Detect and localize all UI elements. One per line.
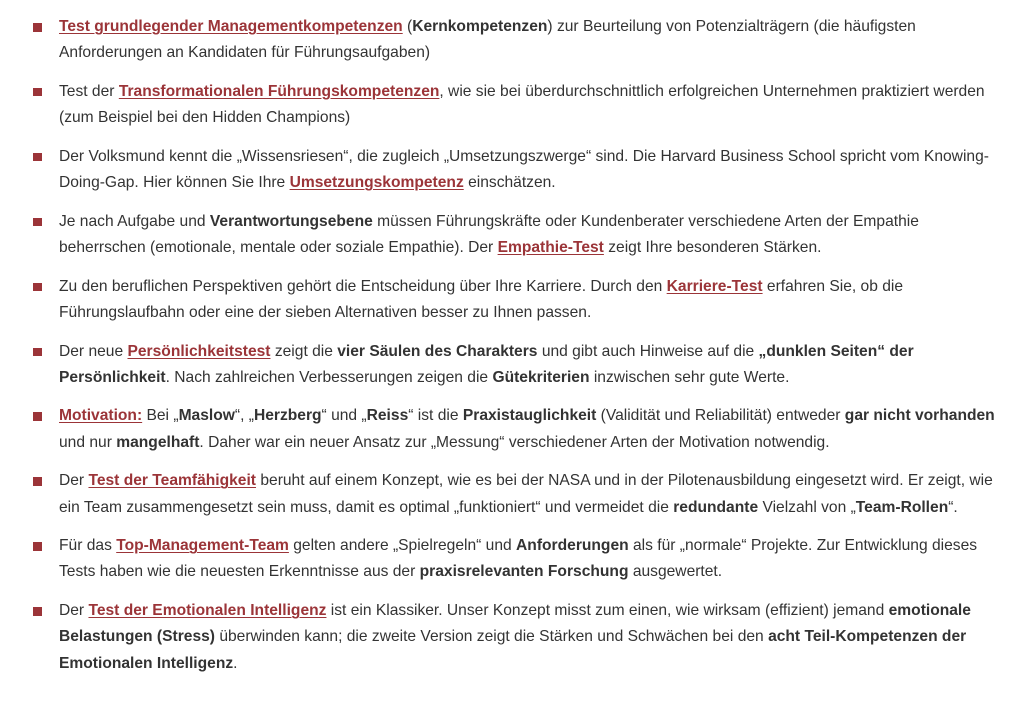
bold-text: Kernkompetenzen <box>412 18 548 35</box>
square-bullet-icon <box>33 23 42 32</box>
square-bullet-icon <box>33 283 42 292</box>
text: “ ist die <box>408 407 463 425</box>
text: “, „ <box>234 407 254 425</box>
link-test-teamfaehigkeit[interactable]: Test der Teamfähigkeit <box>88 472 257 490</box>
link-transformationale-fuehrung[interactable]: Transformationalen Führungskompetenzen <box>118 82 440 100</box>
text: gelten andere „Spielregeln“ und <box>288 537 517 555</box>
text: . Nach zahlreichen Verbesserungen zeigen die <box>165 368 493 386</box>
text: und nur <box>59 433 117 451</box>
text: ) zur Beurteilung von Potenzialträgern (die häufigsten Anforderungen an Kandidaten für Führungsaufgaben) <box>59 18 916 62</box>
text: und gibt auch Hinweise auf die <box>537 342 759 360</box>
text: erfahren Sie, ob die Führungslaufbahn oder eine der sieben Alternativen besser zu Ihnen passen. <box>59 277 904 321</box>
link-managementkompetenzen[interactable]: Test grundlegender Managementkompetenzen <box>59 18 403 35</box>
bold-text: Verantwortungsebene <box>209 212 373 230</box>
list-item-motivation <box>0 403 1006 455</box>
bold-text: gar nicht vorhanden <box>844 407 995 425</box>
square-bullet-icon <box>33 88 42 97</box>
text: , wie sie bei überdurchschnittlich erfolgreichen Unternehmen praktiziert werden (zum Beispiel bei den Hidden Champions) <box>59 82 985 127</box>
list-item-karriere <box>0 274 1006 326</box>
text: Bei „ <box>142 407 179 425</box>
text: als für „normale“ Projekte. Zur Entwicklung dieses Tests haben wie die neuesten Erkenntnisse aus der <box>59 537 978 581</box>
text: Der Volksmund kennt die „Wissensriesen“, die zugleich „Umsetzungszwerge“ sind. Die Harvard Business School spricht vom Knowing-Doing-Gap. Hier können Sie Ihre <box>59 147 989 192</box>
text: ist ein Klassiker. Unser Konzept misst zum einen, wie wirksam (effizient) jemand <box>326 602 889 620</box>
bold-text: Praxistauglichkeit <box>462 407 597 425</box>
square-bullet-icon <box>33 218 42 227</box>
text: Der <box>59 602 89 620</box>
bold-text: mangelhaft <box>116 433 200 451</box>
text: Der <box>59 472 89 490</box>
text: zeigt Ihre besonderen Stärken. <box>603 238 822 256</box>
bold-text: Anforderungen <box>516 537 629 555</box>
text: Zu den beruflichen Perspektiven gehört die Entscheidung über Ihre Karriere. Durch den <box>59 277 667 295</box>
bold-text: Gütekriterien <box>492 368 590 386</box>
bold-text: „dunklen Seiten“ der Persönlichkeit <box>59 342 914 386</box>
list-item-emotionale-intelligenz <box>0 598 1006 677</box>
link-persoenlichkeitstest[interactable]: Persönlichkeitstest <box>127 342 271 360</box>
text: inzwischen sehr gute Werte. <box>589 368 790 386</box>
text: Der neue <box>59 342 128 360</box>
link-karriere-test[interactable]: Karriere-Test <box>666 277 763 295</box>
text: beruht auf einem Konzept, wie es bei der NASA und in der Pilotenausbildung eingesetzt wird. Er zeigt, wie ein Team zusammengesetzt sein muss, damit es optimal „funktioniert“ und vermeidet die <box>59 472 993 516</box>
square-bullet-icon <box>33 153 42 162</box>
bold-text: redundante <box>673 498 759 516</box>
list-item-management <box>0 14 1006 66</box>
text: zeigt die <box>270 342 338 360</box>
bold-text: praxisrelevanten Forschung <box>419 563 629 581</box>
link-empathie-test[interactable]: Empathie-Test <box>497 238 604 256</box>
text: . <box>233 654 238 672</box>
text: Je nach Aufgabe und <box>59 212 210 230</box>
text: (Validität und Reliabilität) entweder <box>596 407 845 425</box>
text: “. <box>948 498 958 516</box>
bold-text: Reiss <box>366 407 409 425</box>
list-item-transformational <box>0 79 1006 131</box>
bold-text: vier Säulen des Charakters <box>337 342 538 360</box>
bold-text: Maslow <box>178 407 235 425</box>
text: müssen Führungskräfte oder Kundenberater verschiedene Arten der Empathie beherrschen (emotionale, mentale oder soziale Empathie). Der <box>59 212 919 256</box>
square-bullet-icon <box>33 607 42 616</box>
text: ( <box>402 18 413 35</box>
square-bullet-icon <box>33 477 42 486</box>
bold-text: Team-Rollen <box>855 498 949 516</box>
link-motivation[interactable]: Motivation: <box>59 407 143 425</box>
text: Test der <box>59 82 119 100</box>
link-test-emotionale-intelligenz[interactable]: Test der Emotionalen Intelligenz <box>88 602 327 620</box>
bold-text: acht Teil-Kompetenzen der Emotionalen Intelligenz <box>59 628 967 672</box>
square-bullet-icon <box>33 412 42 421</box>
link-umsetzungskompetenz[interactable]: Umsetzungskompetenz <box>289 174 464 192</box>
text: Für das <box>59 537 117 555</box>
list-item-empathie <box>0 209 1006 261</box>
list-item-persoenlichkeit <box>0 339 1006 391</box>
list-item-top-management <box>0 533 1006 585</box>
square-bullet-icon <box>33 542 42 551</box>
text: einschätzen. <box>463 174 556 192</box>
text: überwinden kann; die zweite Version zeigt die Stärken und Schwächen bei den <box>214 628 769 646</box>
text: ausgewertet. <box>628 563 723 581</box>
text: Vielzahl von „ <box>758 498 856 516</box>
text: . Daher war ein neuer Ansatz zur „Messung“ verschiedener Arten der Motivation notwendig. <box>199 433 830 451</box>
list-item-umsetzung <box>0 144 1006 196</box>
link-top-management-team[interactable]: Top-Management-Team <box>116 537 289 555</box>
list-item-teamfaehigkeit <box>0 468 1006 520</box>
square-bullet-icon <box>33 348 42 357</box>
bold-text: Herzberg <box>253 407 322 425</box>
text: “ und „ <box>321 407 367 425</box>
bold-text: emotionale Belastungen (Stress) <box>59 602 971 646</box>
